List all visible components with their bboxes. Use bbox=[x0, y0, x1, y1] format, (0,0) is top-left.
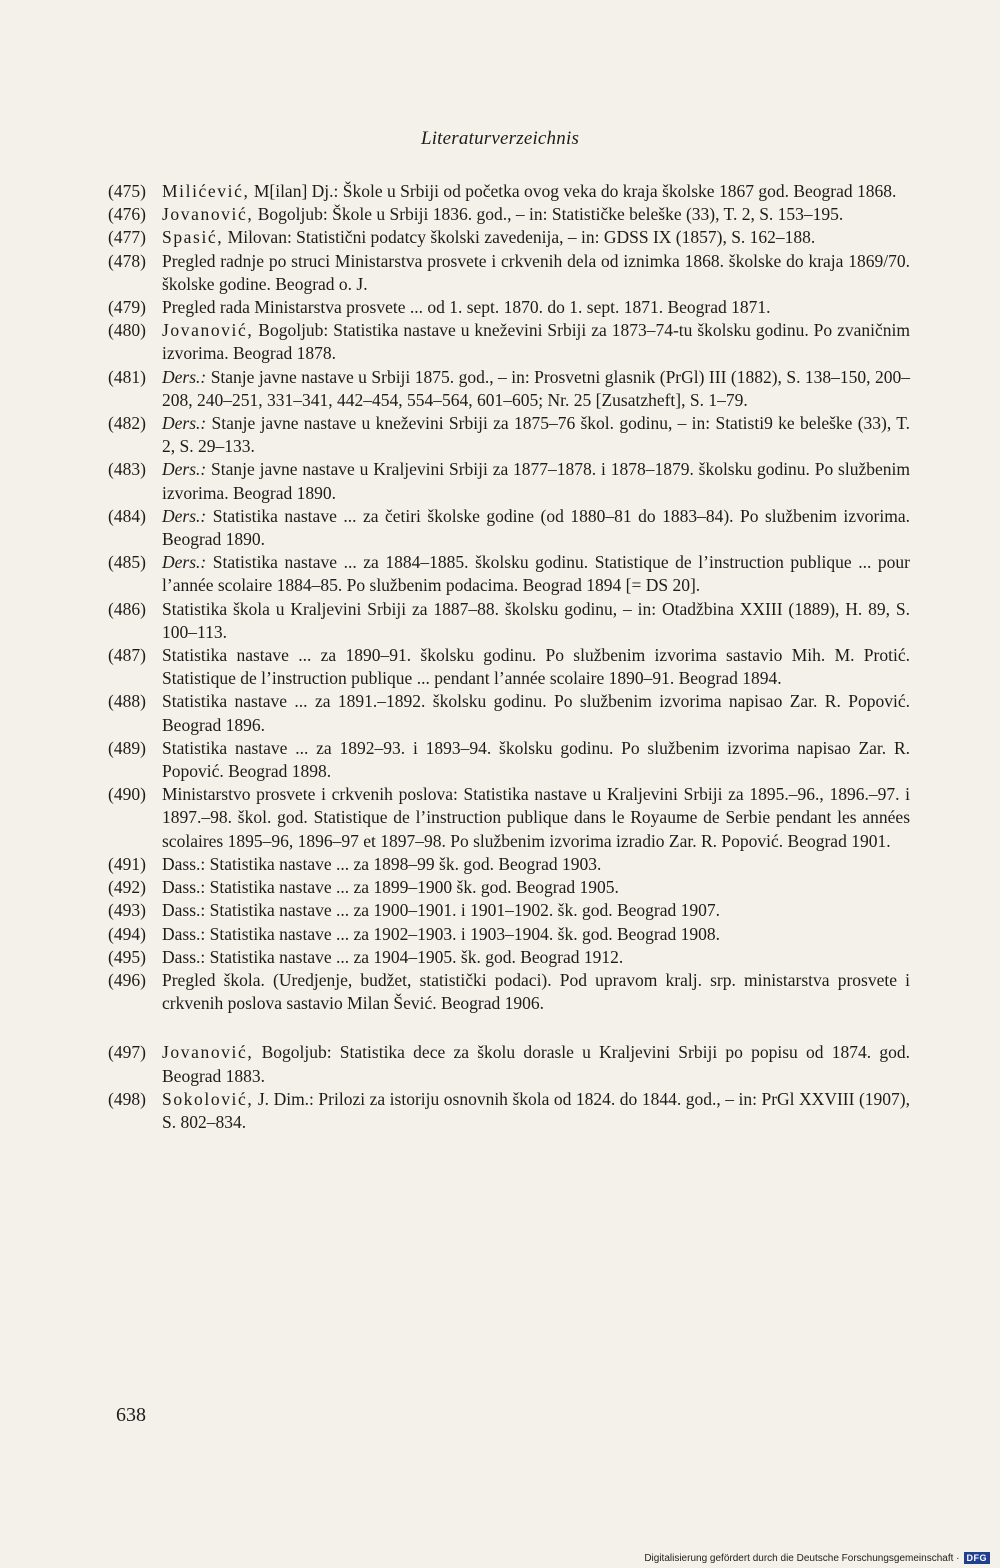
entry-text: Pregled radnje po struci Ministarstva prosvete i crkvenih dela od iznimka 1868. školske do kraja 1869/70. školske godine. Beograd o. J. bbox=[162, 250, 910, 294]
bibliography-entry bbox=[108, 180, 910, 203]
entry-text: Bogoljub: Škole u Srbiji 1836. god., – in: Statističke beleške (33), T. 2, S. 153–195. bbox=[253, 204, 844, 225]
bibliography-entry bbox=[108, 1041, 910, 1087]
entry-number: (484) bbox=[108, 505, 146, 526]
entry-number: (489) bbox=[108, 737, 146, 758]
entry-author: Jovanović, bbox=[162, 320, 254, 341]
entry-text: Statistika nastave ... za 1892–93. i 1893–94. školsku godinu. Po službenim izvorima napisao Zar. R. Popović. Beograd 1898. bbox=[162, 737, 910, 782]
entry-number: (491) bbox=[108, 853, 146, 874]
running-head: Literaturverzeichnis bbox=[420, 128, 580, 149]
bibliography-entry bbox=[108, 644, 910, 690]
entry-ders: Ders.: bbox=[162, 413, 207, 434]
entry-number: (482) bbox=[108, 413, 146, 434]
entry-text: Pregled rada Ministarstva prosvete ... od 1. sept. 1870. do 1. sept. 1871. Beograd 1871. bbox=[162, 297, 771, 318]
entry-text: Milovan: Statistični podatcy školski zavedenija, – in: GDSS IX (1857), S. 162–188. bbox=[223, 227, 816, 248]
entry-author: Sokolović, bbox=[162, 1088, 254, 1109]
entry-number: (493) bbox=[108, 900, 146, 921]
bibliography-entry bbox=[108, 551, 910, 597]
entry-text: Dass.: Statistika nastave ... za 1902–1903. i 1903–1904. šk. god. Beograd 1908. bbox=[162, 923, 720, 944]
entry-number: (481) bbox=[108, 366, 146, 387]
entry-author: Spasić, bbox=[162, 227, 224, 248]
entry-text: Dass.: Statistika nastave ... za 1899–1900 šk. god. Beograd 1905. bbox=[162, 877, 619, 898]
bibliography-entry bbox=[108, 876, 910, 899]
entry-text: Statistika nastave ... za četiri školske godine (od 1880–81 do 1883–84). Po službenim izvorima. Beograd 1890. bbox=[162, 505, 910, 550]
entry-text: Pregled škola. (Uredjenje, budžet, statistički podaci). Pod upravom kralj. srp. ministarstva prosvete i crkvenih poslova sastavio Milan Šević. Beograd 1906. bbox=[162, 969, 910, 1014]
bibliography-entry bbox=[108, 226, 910, 249]
entry-text: Stanje javne nastave u Kraljevini Srbiji za 1877–1878. i 1878–1879. školsku godinu. Po službenim izvorima. Beograd 1890. bbox=[162, 459, 910, 503]
bibliography-entry bbox=[108, 366, 910, 412]
entry-number: (488) bbox=[108, 691, 146, 712]
entry-text: Stanje javne nastave u kneževini Srbiji za 1875–76 škol. godinu, – in: Statisti9 ke beleške (33), T. 2, S. 29–133. bbox=[162, 413, 910, 457]
entry-number: (480) bbox=[108, 320, 146, 341]
entry-text: Bogoljub: Statistika dece za školu dorasle u Kraljevini Srbiji po popisu od 1874. god. Beograd 1883. bbox=[162, 1042, 910, 1086]
entry-number: (478) bbox=[108, 250, 146, 271]
bibliography-entry bbox=[108, 458, 910, 504]
entry-ders: Ders.: bbox=[162, 459, 207, 480]
entry-text: Stanje javne nastave u Srbiji 1875. god., – in: Prosvetni glasnik (PrGl) III (1882), S. 138–150, 200–208, 240–251, 331–341, 442–454, 554–564, 601–605; Nr. 25 [Zusatzheft], S. 1–79. bbox=[162, 366, 910, 410]
entry-number: (495) bbox=[108, 946, 146, 967]
entry-number: (485) bbox=[108, 552, 146, 573]
digitization-footer bbox=[644, 1552, 990, 1564]
entry-number: (477) bbox=[108, 227, 146, 248]
bibliography-list bbox=[108, 180, 910, 1134]
entry-text: Ministarstvo prosvete i crkvenih poslova: Statistika nastave u Kraljevini Srbiji za 1895.–96., 1896.–97. i 1897.–98. škol. god. Statistique de l’instruction publique dans le Royaume de Serbie pendant les années scolaires 1895–96, 1896–97 et 1897–98. Po službenim izvorima izradio Zar. R. Popović. Beograd 1901. bbox=[162, 784, 910, 851]
entry-ders: Ders.: bbox=[162, 366, 207, 387]
entry-text: Statistika škola u Kraljevini Srbiji za 1887–88. školsku godinu, – in: Otadžbina XXIII (1889), H. 89, S. 100–113. bbox=[162, 598, 910, 642]
bibliography-entry bbox=[108, 946, 910, 969]
entry-number: (490) bbox=[108, 784, 146, 805]
entry-number: (475) bbox=[108, 181, 146, 201]
entry-text: Dass.: Statistika nastave ... za 1900–1901. i 1901–1902. šk. god. Beograd 1907. bbox=[162, 900, 720, 921]
entry-author: Jovanović, bbox=[162, 204, 254, 225]
entry-text: Dass.: Statistika nastave ... za 1898–99 šk. god. Beograd 1903. bbox=[162, 853, 602, 874]
entry-number: (496) bbox=[108, 969, 146, 990]
entry-text: M[ilan] Dj.: Škole u Srbiji od početka ovog veka do kraja školske 1867 god. Beograd 1868. bbox=[249, 181, 897, 201]
bibliography-entry bbox=[108, 598, 910, 644]
bibliography-entry bbox=[108, 250, 910, 296]
bibliography-entry bbox=[108, 923, 910, 946]
entry-number: (483) bbox=[108, 459, 146, 480]
entry-number: (487) bbox=[108, 645, 146, 666]
entry-number: (486) bbox=[108, 598, 146, 619]
entry-author: Jovanović, bbox=[162, 1042, 254, 1063]
bibliography-entry bbox=[108, 319, 910, 365]
bibliography-entry bbox=[108, 899, 910, 922]
bibliography-entry bbox=[108, 969, 910, 1015]
entry-text: Bogoljub: Statistika nastave u kneževini Srbiji za 1873–74-tu školsku godinu. Po zvaničnim izvorima. Beograd 1878. bbox=[162, 320, 910, 364]
entry-text: Statistika nastave ... za 1890–91. školsku godinu. Po službenim izvorima sastavio Mih. M. Protić. Statistique de l’instruction publique ... pendant l’année scolaire 1890–91. Beograd 1894. bbox=[162, 645, 910, 689]
entry-number: (498) bbox=[108, 1088, 146, 1109]
entry-number: (494) bbox=[108, 923, 146, 944]
entry-number: (497) bbox=[108, 1042, 146, 1063]
bibliography-entry bbox=[108, 853, 910, 876]
entry-text: Statistika nastave ... za 1891.–1892. školsku godinu. Po službenim izvorima napisao Zar. R. Popović. Beograd 1896. bbox=[162, 691, 910, 735]
entry-number: (479) bbox=[108, 297, 146, 318]
entry-number: (476) bbox=[108, 204, 146, 225]
entry-number: (492) bbox=[108, 877, 146, 898]
bibliography-entry bbox=[108, 296, 910, 319]
entry-ders: Ders.: bbox=[162, 552, 207, 573]
entry-text: Statistika nastave ... za 1884–1885. školsku godinu. Statistique de l’instruction publique ... pour l’année scolaire 1884–85. Po službenim podacima. Beograd 1894 [= DS 20]. bbox=[162, 552, 910, 596]
bibliography-entry bbox=[108, 783, 910, 853]
entry-author: Milićević, bbox=[162, 181, 250, 201]
footer-text: Digitalisierung gefördert durch die Deutsche Forschungsgemeinschaft · bbox=[644, 1552, 960, 1564]
page-number: 638 bbox=[116, 1404, 146, 1426]
bibliography-entry bbox=[108, 737, 910, 783]
entry-text: J. Dim.: Prilozi za istoriju osnovnih škola od 1824. do 1844. god., – in: PrGl XXVIII (1907), S. 802–834. bbox=[162, 1088, 910, 1132]
bibliography-entry bbox=[108, 690, 910, 736]
bibliography-entry bbox=[108, 1088, 910, 1134]
dfg-logo: DFG bbox=[964, 1552, 991, 1564]
bibliography-entry bbox=[108, 412, 910, 458]
bibliography-entry bbox=[108, 505, 910, 551]
entry-ders: Ders.: bbox=[162, 505, 207, 526]
bibliography-entry bbox=[108, 203, 910, 226]
entry-text: Dass.: Statistika nastave ... za 1904–1905. šk. god. Beograd 1912. bbox=[162, 946, 624, 967]
